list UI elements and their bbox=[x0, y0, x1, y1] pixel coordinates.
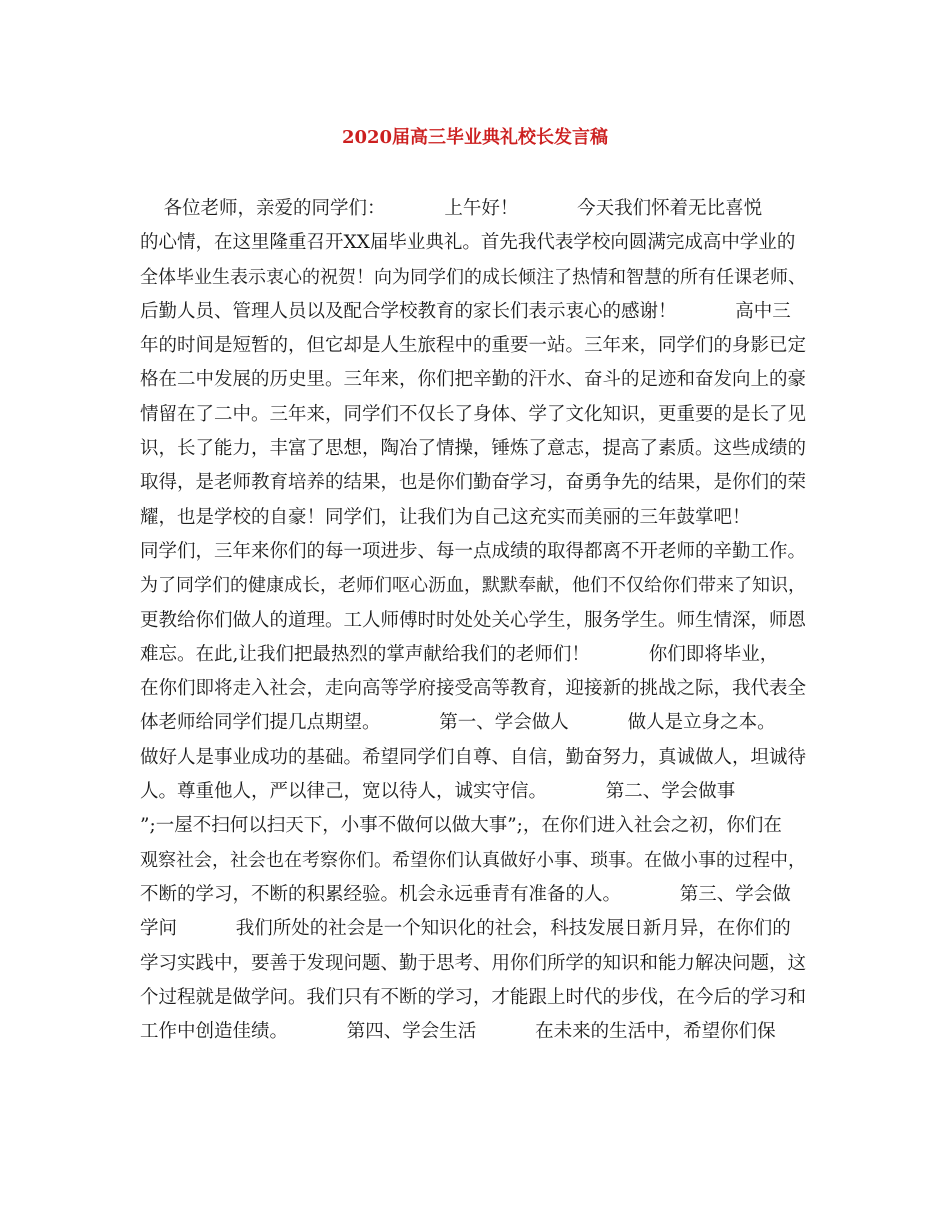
body-line: 全体毕业生表示衷心的祝贺！向为同学们的成长倾注了热情和智慧的所有任课老师、 bbox=[140, 266, 806, 288]
body-line: 耀，也是学校的自豪！同学们，让我们为自己这充实而美丽的三年鼓掌吧！ bbox=[140, 506, 751, 528]
body-line: 各位老师，亲爱的同学们： 上午好！ 今天我们怀着无比喜悦 bbox=[140, 198, 763, 219]
body-line: 人。尊重他人，严以律己，宽以待人，诚实守信。 第二、学会做事 bbox=[140, 781, 736, 803]
body-line: 同学们，三年来你们的每一项进步、每一点成绩的取得都离不开老师的辛勤工作。 bbox=[140, 540, 807, 562]
body-line: 格在二中发展的历史里。三年来，你们把辛勤的汗水、奋斗的足迹和奋发向上的豪 bbox=[140, 369, 807, 391]
body-line: 学习实践中，要善于发现问题、勤于思考、用你们所学的知识和能力解决问题，这 bbox=[140, 952, 807, 974]
body-line: 识，长了能力，丰富了思想，陶冶了情操，锤炼了意志，提高了素质。这些成绩的 bbox=[140, 438, 807, 460]
document-title: 2020届高三毕业典礼校长发言稿 bbox=[341, 127, 609, 148]
speech-body bbox=[140, 192, 812, 1049]
body-line: 体老师给同学们提几点期望。 第一、学会做人 做人是立身之本。 bbox=[140, 712, 776, 734]
body-line: 为了同学们的健康成长，老师们呕心沥血，默默奉献，他们不仅给你们带来了知识， bbox=[140, 575, 806, 597]
body-line: 个过程就是做学问。我们只有不断的学习，才能跟上时代的步伐，在今后的学习和 bbox=[140, 986, 807, 1008]
body-line: 情留在了二中。三年来，同学们不仅长了身体、学了文化知识，更重要的是长了见 bbox=[140, 403, 807, 425]
body-line: 后勤人员、管理人员以及配合学校教育的家长们表示衷心的感谢！ 高中三 bbox=[140, 300, 791, 322]
body-line: 难忘。在此,让我们把最热烈的掌声献给我们的老师们！ 你们即将毕业， bbox=[140, 643, 779, 665]
body-line: 更教给你们做人的道理。工人师傅时时处处关心学生，服务学生。师生情深，师恩 bbox=[140, 609, 807, 631]
body-line: 观察社会，社会也在考察你们。希望你们认真做好小事、琐事。在做小事的过程中， bbox=[140, 849, 806, 871]
body-line: 取得，是老师教育培养的结果，也是你们勤奋学习，奋勇争先的结果，是你们的荣 bbox=[140, 472, 807, 494]
body-line: ”;一屋不扫何以扫天下，小事不做何以做大事”;，在你们进入社会之初，你们在 bbox=[140, 815, 782, 837]
body-line: 的心情，在这里隆重召开XX届毕业典礼。首先我代表学校向圆满完成高中学业的 bbox=[140, 232, 796, 254]
body-line: 年的时间是短暂的，但它却是人生旅程中的重要一站。三年来，同学们的身影已定 bbox=[140, 335, 807, 357]
body-line: 工作中创造佳绩。 第四、学会生活 在未来的生活中，希望你们保 bbox=[140, 1021, 776, 1043]
body-line: 不断的学习，不断的积累经验。机会永远垂青有准备的人。 第三、学会做 bbox=[140, 883, 791, 905]
body-line: 做好人是事业成功的基础。希望同学们自尊、自信，勤奋努力，真诚做人，坦诚待 bbox=[140, 746, 807, 768]
body-line: 学问 我们所处的社会是一个知识化的社会，科技发展日新月异，在你们的 bbox=[140, 918, 791, 940]
body-line: 在你们即将走入社会，走向高等学府接受高等教育，迎接新的挑战之际，我代表全 bbox=[140, 678, 807, 700]
